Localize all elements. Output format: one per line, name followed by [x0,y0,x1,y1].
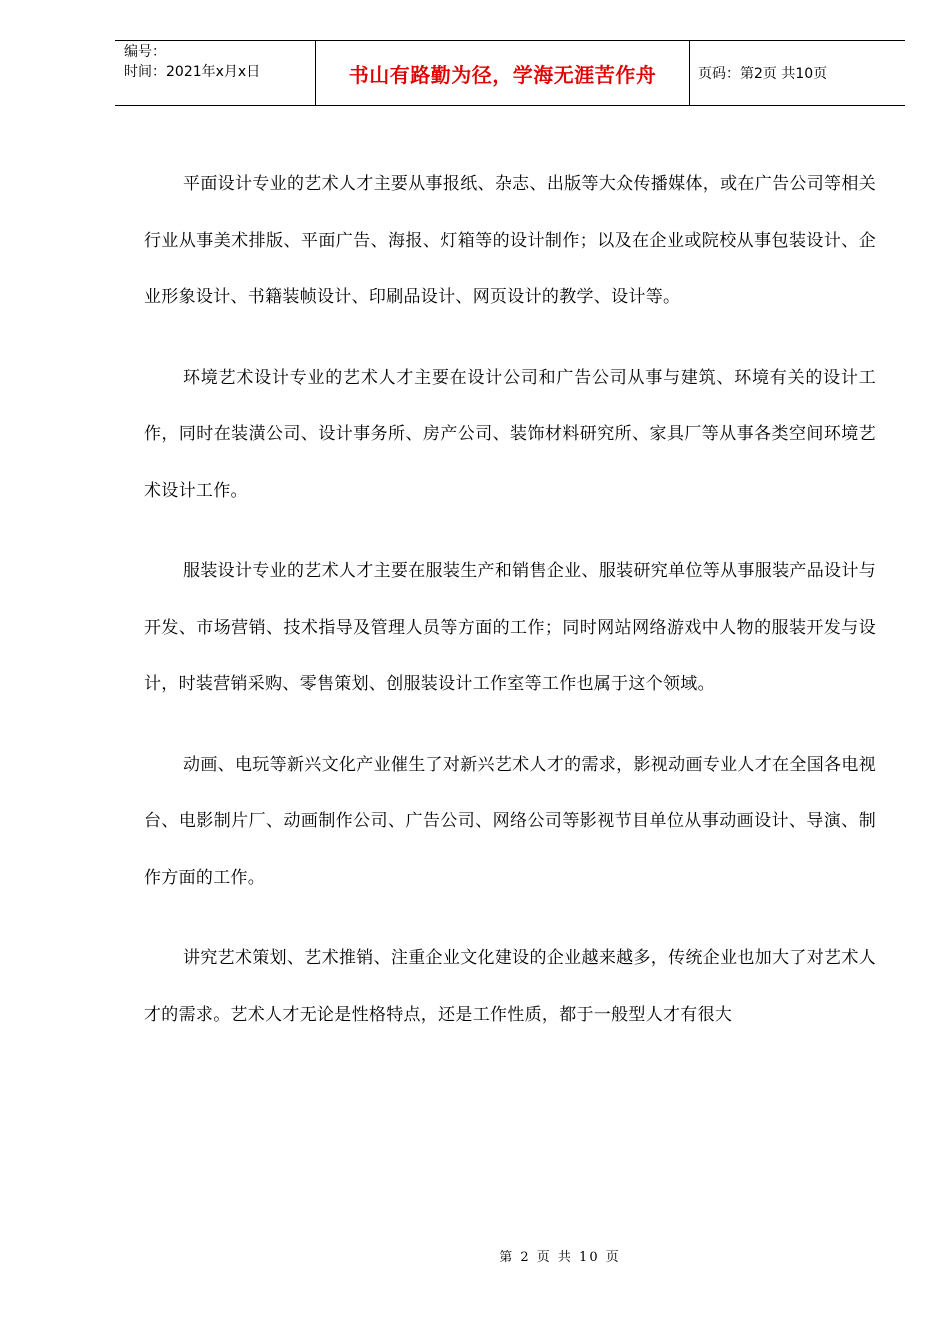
header-page-info: 页码：第2页 共10页 [698,66,828,82]
header-meta [115,41,316,105]
paragraph-art-planning: 讲究艺术策划、艺术推销、注重企业文化建设的企业越来越多，传统企业也加大了对艺术人才的需求。艺术人才无论是性格特点，还是工作性质，都于一般型人才有很大 [144,948,876,1025]
document-body [144,170,876,1081]
page-header [115,40,905,106]
paragraph-graphic-design: 平面设计专业的艺术人才主要从事报纸、杂志、出版等大众传播媒体，或在广告公司等相关行业从事美术排版、平面广告、海报、灯箱等的设计制作；以及在企业或院校从事包装设计、企业形象设计、书籍装帧设计、印刷品设计、网页设计的教学、设计等。 [144,174,876,307]
header-number: 编号： [124,44,166,60]
paragraph-fashion-design: 服装设计专业的艺术人才主要在服装生产和销售企业、服装研究单位等从事服装产品设计与开发、市场营销、技术指导及管理人员等方面的工作；同时网站网络游戏中人物的服装开发与设计，时装营销采购、零售策划、创服装设计工作室等工作也属于这个领域。 [144,561,876,694]
header-time: 时间：2021年x月x日 [124,64,261,80]
paragraph-environment-design: 环境艺术设计专业的艺术人才主要在设计公司和广告公司从事与建筑、环境有关的设计工作，同时在装潢公司、设计事务所、房产公司、装饰材料研究所、家具厂等从事各类空间环境艺术设计工作。 [144,367,876,501]
paragraph-animation: 动画、电玩等新兴文化产业催生了对新兴艺术人才的需求，影视动画专业人才在全国各电视台、电影制片厂、动画制作公司、广告公司、网络公司等影视节目单位从事动画设计、导演、制作方面的工作。 [144,754,876,888]
header-motto: 书山有路勤为径，学海无涯苦作舟 [316,41,690,105]
page-footer: 第 2 页 共 10 页 [499,1250,621,1265]
